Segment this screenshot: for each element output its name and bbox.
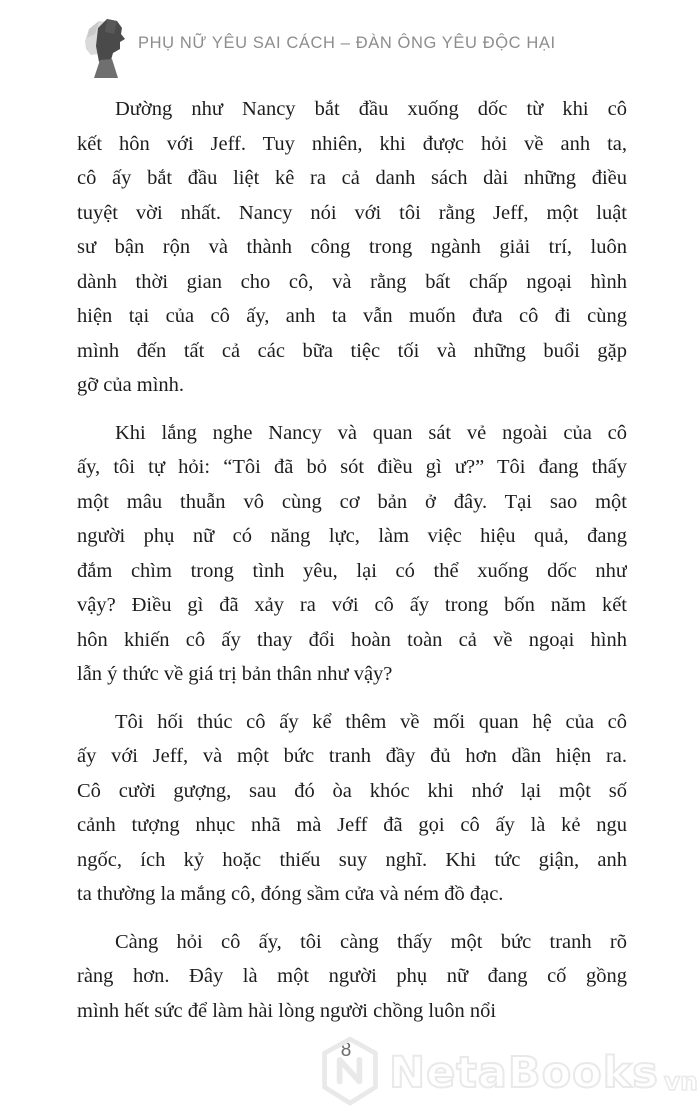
text-line: hôn khiến cô ấy thay đổi hoàn toàn cả về ngoại hình	[77, 628, 627, 651]
text-line: một mâu thuẫn vô cùng cơ bản ở đây. Tại sao một	[77, 490, 627, 513]
text-line: ta thường la mắng cô, đóng sầm cửa và ném đồ đạc.	[77, 883, 504, 905]
text-line: ấy, tôi tự hỏi: “Tôi đã bỏ sót điều gì ư?” Tôi đang thấy	[77, 456, 627, 478]
text-line: đắm chìm trong tình yêu, lại có thể xuống dốc như	[77, 559, 627, 582]
text-line: lẫn ý thức về giá trị bản thân như vậy?	[77, 663, 393, 685]
two-heads-icon	[83, 16, 129, 78]
watermark-domain-suffix: vn	[663, 1066, 698, 1096]
text-line: ngốc, ích kỷ hoặc thiếu suy nghĩ. Khi tức giận, anh	[77, 848, 627, 871]
text-line: mình đến tất cả các bữa tiệc tối và những buổi gặp	[77, 339, 627, 362]
page-header	[83, 15, 556, 79]
text-line: Tôi hối thúc cô ấy kể thêm về mối quan hệ của cô	[115, 710, 627, 733]
text-line: kết hôn với Jeff. Tuy nhiên, khi được hỏi về anh ta,	[77, 132, 627, 155]
running-header-title: PHỤ NỮ YÊU SAI CÁCH – ĐÀN ÔNG YÊU ĐỘC HẠI	[138, 33, 556, 52]
text-line: người phụ nữ có năng lực, làm việc hiệu quả, đang	[77, 525, 627, 547]
text-line: gỡ của mình.	[77, 374, 185, 396]
text-line: vậy? Điều gì đã xảy ra với cô ấy trong bốn năm kết	[77, 594, 627, 616]
body-text	[77, 92, 627, 1041]
paragraph	[77, 416, 627, 692]
text-line: sư bận rộn và thành công trong ngành giải trí, luôn	[77, 236, 627, 258]
text-line: ràng hơn. Đây là một người phụ nữ đang cố gồng	[77, 965, 627, 987]
text-line: Dường như Nancy bắt đầu xuống dốc từ khi cô	[115, 98, 627, 120]
text-line: Càng hỏi cô ấy, tôi càng thấy một bức tranh rõ	[115, 930, 627, 953]
text-line: tuyệt vời nhất. Nancy nói với tôi rằng Jeff, một luật	[77, 201, 627, 224]
text-line: cảnh tượng nhục nhã mà Jeff đã gọi cô ấy là kẻ ngu	[77, 814, 627, 836]
text-line: ấy với Jeff, và một bức tranh đầy đủ hơn dần hiện ra.	[77, 745, 627, 767]
paragraph	[77, 925, 627, 1029]
watermark-brand-text: NetaBooks	[389, 1048, 659, 1098]
paragraph	[77, 705, 627, 912]
paragraph	[77, 92, 627, 403]
text-line: Khi lắng nghe Nancy và quan sát vẻ ngoài của cô	[115, 421, 627, 444]
text-line: mình hết sức để làm hài lòng người chồng luôn nổi	[77, 999, 497, 1022]
text-line: hiện tại của cô ấy, anh ta vẫn muốn đưa cô đi cùng	[77, 305, 627, 327]
watermark	[317, 1034, 698, 1112]
text-line: cô ấy bắt đầu liệt kê ra cả danh sách dài những điều	[77, 167, 627, 189]
page-number: 8	[340, 1040, 352, 1061]
netabooks-hexagon-icon	[317, 1034, 383, 1112]
text-line: Cô cười gượng, sau đó òa khóc khi nhớ lại một số	[77, 779, 627, 802]
text-line: dành thời gian cho cô, và rằng bất chấp ngoại hình	[77, 270, 627, 293]
